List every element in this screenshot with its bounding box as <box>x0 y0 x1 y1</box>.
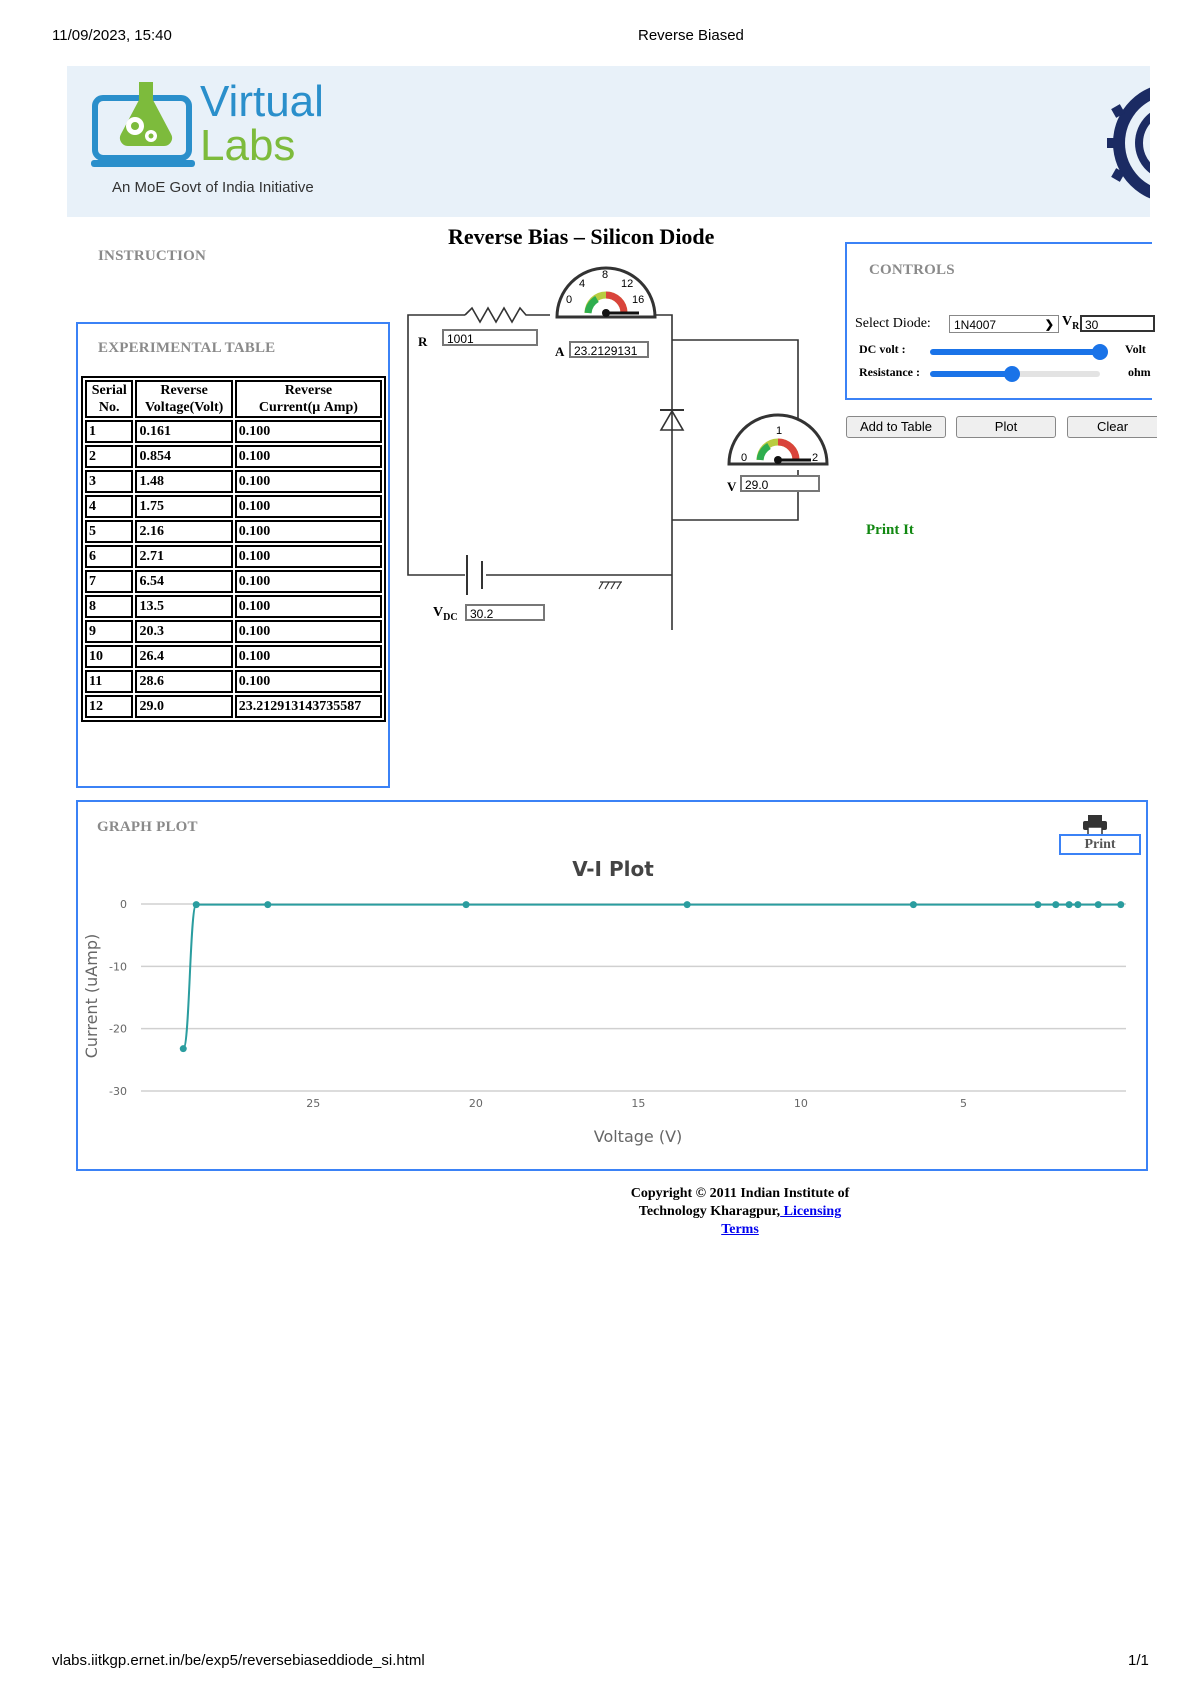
header-voltage-line1: Reverse <box>160 383 208 398</box>
vdc-label-sub: DC <box>443 611 458 623</box>
vr-label <box>1062 314 1079 332</box>
select-diode-label: Select Diode: <box>855 316 931 331</box>
terms-wrap <box>560 1221 920 1239</box>
table-row <box>85 420 382 443</box>
current-cell: 23.212913143735587 <box>235 695 382 718</box>
serial-cell: 4 <box>85 495 133 518</box>
current-cell: 0.100 <box>235 670 382 693</box>
voltage-cell: 0.161 <box>135 420 232 443</box>
voltage-cell: 29.0 <box>135 695 232 718</box>
serial-cell: 9 <box>85 620 133 643</box>
voltage-cell: 26.4 <box>135 645 232 668</box>
dc-volt-slider-thumb[interactable] <box>1092 344 1108 360</box>
instruction-title[interactable]: INSTRUCTION <box>98 248 207 264</box>
serial-cell: 6 <box>85 545 133 568</box>
graph-plot-panel <box>76 800 1148 1171</box>
resistance-unit: ohm <box>1128 365 1151 379</box>
voltage-cell: 28.6 <box>135 670 232 693</box>
table-row <box>85 495 382 518</box>
voltage-cell: 1.48 <box>135 470 232 493</box>
ammeter-tick-4: 4 <box>579 278 586 290</box>
voltmeter-tick-2: 2 <box>812 452 819 464</box>
chart-data-point[interactable] <box>1034 901 1041 908</box>
serial-cell: 11 <box>85 670 133 693</box>
current-cell: 0.100 <box>235 420 382 443</box>
experimental-table <box>81 376 386 722</box>
chart-y-axis-label: Current (uAmp) <box>82 933 101 1059</box>
serial-cell: 7 <box>85 570 133 593</box>
controls-title: CONTROLS <box>869 262 955 278</box>
select-diode-value: 1N4007 <box>954 318 997 332</box>
logo-labs: Labs <box>200 121 296 170</box>
resistance-label: Resistance : <box>859 365 920 379</box>
vdc-label <box>433 605 458 623</box>
header-voltage <box>135 380 232 418</box>
graph-plot-title: GRAPH PLOT <box>97 819 198 835</box>
plot-button[interactable]: Plot <box>956 416 1056 438</box>
dc-volt-slider-fill <box>930 349 1100 355</box>
serial-cell: 12 <box>85 695 133 718</box>
table-row <box>85 620 382 643</box>
ammeter-tick-12: 12 <box>621 278 634 290</box>
logo-virtual: Virtual <box>200 77 324 126</box>
chart-x-axis-label: Voltage (V) <box>593 1127 683 1146</box>
dc-volt-slider[interactable] <box>930 344 1100 360</box>
voltage-cell: 0.854 <box>135 445 232 468</box>
current-cell: 0.100 <box>235 495 382 518</box>
voltmeter-label: V <box>727 479 737 494</box>
chart-series-line <box>183 905 1121 1049</box>
header-current <box>235 380 382 418</box>
terms-link[interactable]: Terms <box>721 1222 759 1237</box>
voltmeter-tick-0: 0 <box>741 452 748 464</box>
current-cell: 0.100 <box>235 645 382 668</box>
print-url: vlabs.iitkgp.ernet.in/be/exp5/reversebiaseddiode_si.html <box>52 1652 425 1669</box>
table-row <box>85 445 382 468</box>
chart-x-tick-label: 5 <box>959 1097 967 1110</box>
chart-x-tick-label: 10 <box>793 1097 808 1110</box>
voltage-cell: 1.75 <box>135 495 232 518</box>
chart-x-tick-label: 20 <box>468 1097 483 1110</box>
serial-cell: 3 <box>85 470 133 493</box>
serial-cell: 10 <box>85 645 133 668</box>
vi-plot-chart <box>78 802 1146 1169</box>
resistor-value-field[interactable]: 1001 <box>442 329 538 346</box>
table-row <box>85 520 382 543</box>
copyright-line2: Technology Kharagpur, <box>638 1204 781 1219</box>
print-datetime: 11/09/2023, 15:40 <box>52 27 172 44</box>
chart-data-point[interactable] <box>1095 901 1102 908</box>
resistor-icon <box>465 308 550 322</box>
voltage-cell: 13.5 <box>135 595 232 618</box>
resistance-slider-fill <box>930 371 1012 377</box>
current-cell: 0.100 <box>235 595 382 618</box>
resistance-slider-thumb[interactable] <box>1004 366 1020 382</box>
voltmeter-value-field: 29.0 <box>740 475 820 492</box>
virtual-labs-logo-icon <box>91 80 203 170</box>
chart-data-point[interactable] <box>463 901 470 908</box>
current-cell: 0.100 <box>235 470 382 493</box>
current-cell: 0.100 <box>235 570 382 593</box>
chart-x-tick-label: 25 <box>306 1097 321 1110</box>
chart-data-point[interactable] <box>1052 901 1059 908</box>
chevron-down-icon: ❯ <box>1044 319 1054 331</box>
vdc-value-field[interactable]: 30.2 <box>465 604 545 621</box>
dc-volt-unit: Volt <box>1125 342 1146 356</box>
controls-panel <box>845 242 1152 400</box>
print-page-title: Reverse Biased <box>638 27 744 44</box>
table-row <box>85 695 382 718</box>
current-cell: 0.100 <box>235 545 382 568</box>
ground-icon <box>599 582 622 589</box>
chart-y-tick-label: -10 <box>109 960 127 974</box>
ammeter-label: A <box>555 344 565 359</box>
vr-label-sub: R <box>1072 320 1080 332</box>
copyright-block <box>560 1185 920 1239</box>
print-page-number: 1/1 <box>1128 1652 1149 1669</box>
dc-volt-label: DC volt : <box>859 342 906 356</box>
chart-y-tick-label: -20 <box>109 1022 127 1036</box>
table-body <box>85 420 382 718</box>
header-voltage-line2: Voltage(Volt) <box>144 400 224 415</box>
serial-cell: 5 <box>85 520 133 543</box>
serial-cell: 2 <box>85 445 133 468</box>
header-serial <box>85 380 133 418</box>
add-to-table-button[interactable]: Add to Table <box>846 416 946 438</box>
table-row <box>85 545 382 568</box>
graph-print-button[interactable]: Print <box>1059 834 1141 855</box>
experiment-title: Reverse Bias – Silicon Diode <box>448 224 715 249</box>
current-cell: 0.100 <box>235 520 382 543</box>
vr-label-main: V <box>1062 314 1073 329</box>
table-row <box>85 645 382 668</box>
ammeter-tick-8: 8 <box>602 269 609 281</box>
licensing-link[interactable]: Licensing <box>780 1204 842 1219</box>
header-current-line1: Reverse <box>284 383 333 398</box>
serial-cell: 8 <box>85 595 133 618</box>
voltage-cell: 2.16 <box>135 520 232 543</box>
chart-title: V-I Plot <box>572 857 654 881</box>
iit-seal-icon <box>1105 76 1150 210</box>
resistance-slider[interactable] <box>930 366 1100 382</box>
vr-value-field: 30 <box>1080 315 1155 332</box>
header-current-line2: Current(μ Amp) <box>258 400 358 415</box>
chart-data-point[interactable] <box>1117 901 1124 908</box>
chart-y-tick-label: 0 <box>120 898 127 911</box>
chart-data-point[interactable] <box>193 901 200 908</box>
header-serial-line2: No. <box>98 400 120 415</box>
banner-tagline: An MoE Govt of India Initiative <box>112 179 314 196</box>
table-row <box>85 570 382 593</box>
header-banner <box>67 66 1150 217</box>
table-row <box>85 595 382 618</box>
serial-cell: 1 <box>85 420 133 443</box>
current-cell: 0.100 <box>235 445 382 468</box>
table-row <box>85 670 382 693</box>
circuit-area <box>400 255 845 630</box>
select-diode-dropdown[interactable] <box>949 315 1059 333</box>
ammeter-tick-16: 16 <box>632 294 645 306</box>
resistor-label: R <box>418 334 428 349</box>
chart-data-point[interactable] <box>1074 901 1081 908</box>
table-header-row <box>85 380 382 418</box>
chart-data-point[interactable] <box>180 1045 187 1052</box>
chart-data-point[interactable] <box>684 901 691 908</box>
chart-data-point[interactable] <box>264 901 271 908</box>
experimental-table-title: EXPERIMENTAL TABLE <box>98 340 276 356</box>
chart-data-point[interactable] <box>910 901 917 908</box>
chart-x-tick-label: 15 <box>631 1097 646 1110</box>
ammeter-value-field: 23.2129131 <box>569 341 649 358</box>
voltage-cell: 20.3 <box>135 620 232 643</box>
wire-left <box>408 315 465 575</box>
chart-data-point[interactable] <box>1066 901 1073 908</box>
experimental-table-panel <box>76 322 390 788</box>
current-cell: 0.100 <box>235 620 382 643</box>
table-row <box>85 470 382 493</box>
voltage-cell: 2.71 <box>135 545 232 568</box>
print-it-link[interactable]: Print It <box>866 522 914 538</box>
clear-button[interactable]: Clear <box>1067 416 1157 438</box>
ammeter-tick-0: 0 <box>566 294 573 306</box>
vdc-label-main: V <box>433 605 444 620</box>
copyright-line2-wrap <box>560 1203 920 1221</box>
copyright-line1: Copyright © 2011 Indian Institute of <box>630 1186 850 1201</box>
voltmeter-tick-1: 1 <box>776 425 783 437</box>
chart-y-tick-label: -30 <box>109 1085 127 1098</box>
voltage-cell: 6.54 <box>135 570 232 593</box>
header-serial-line1: Serial <box>91 383 127 398</box>
